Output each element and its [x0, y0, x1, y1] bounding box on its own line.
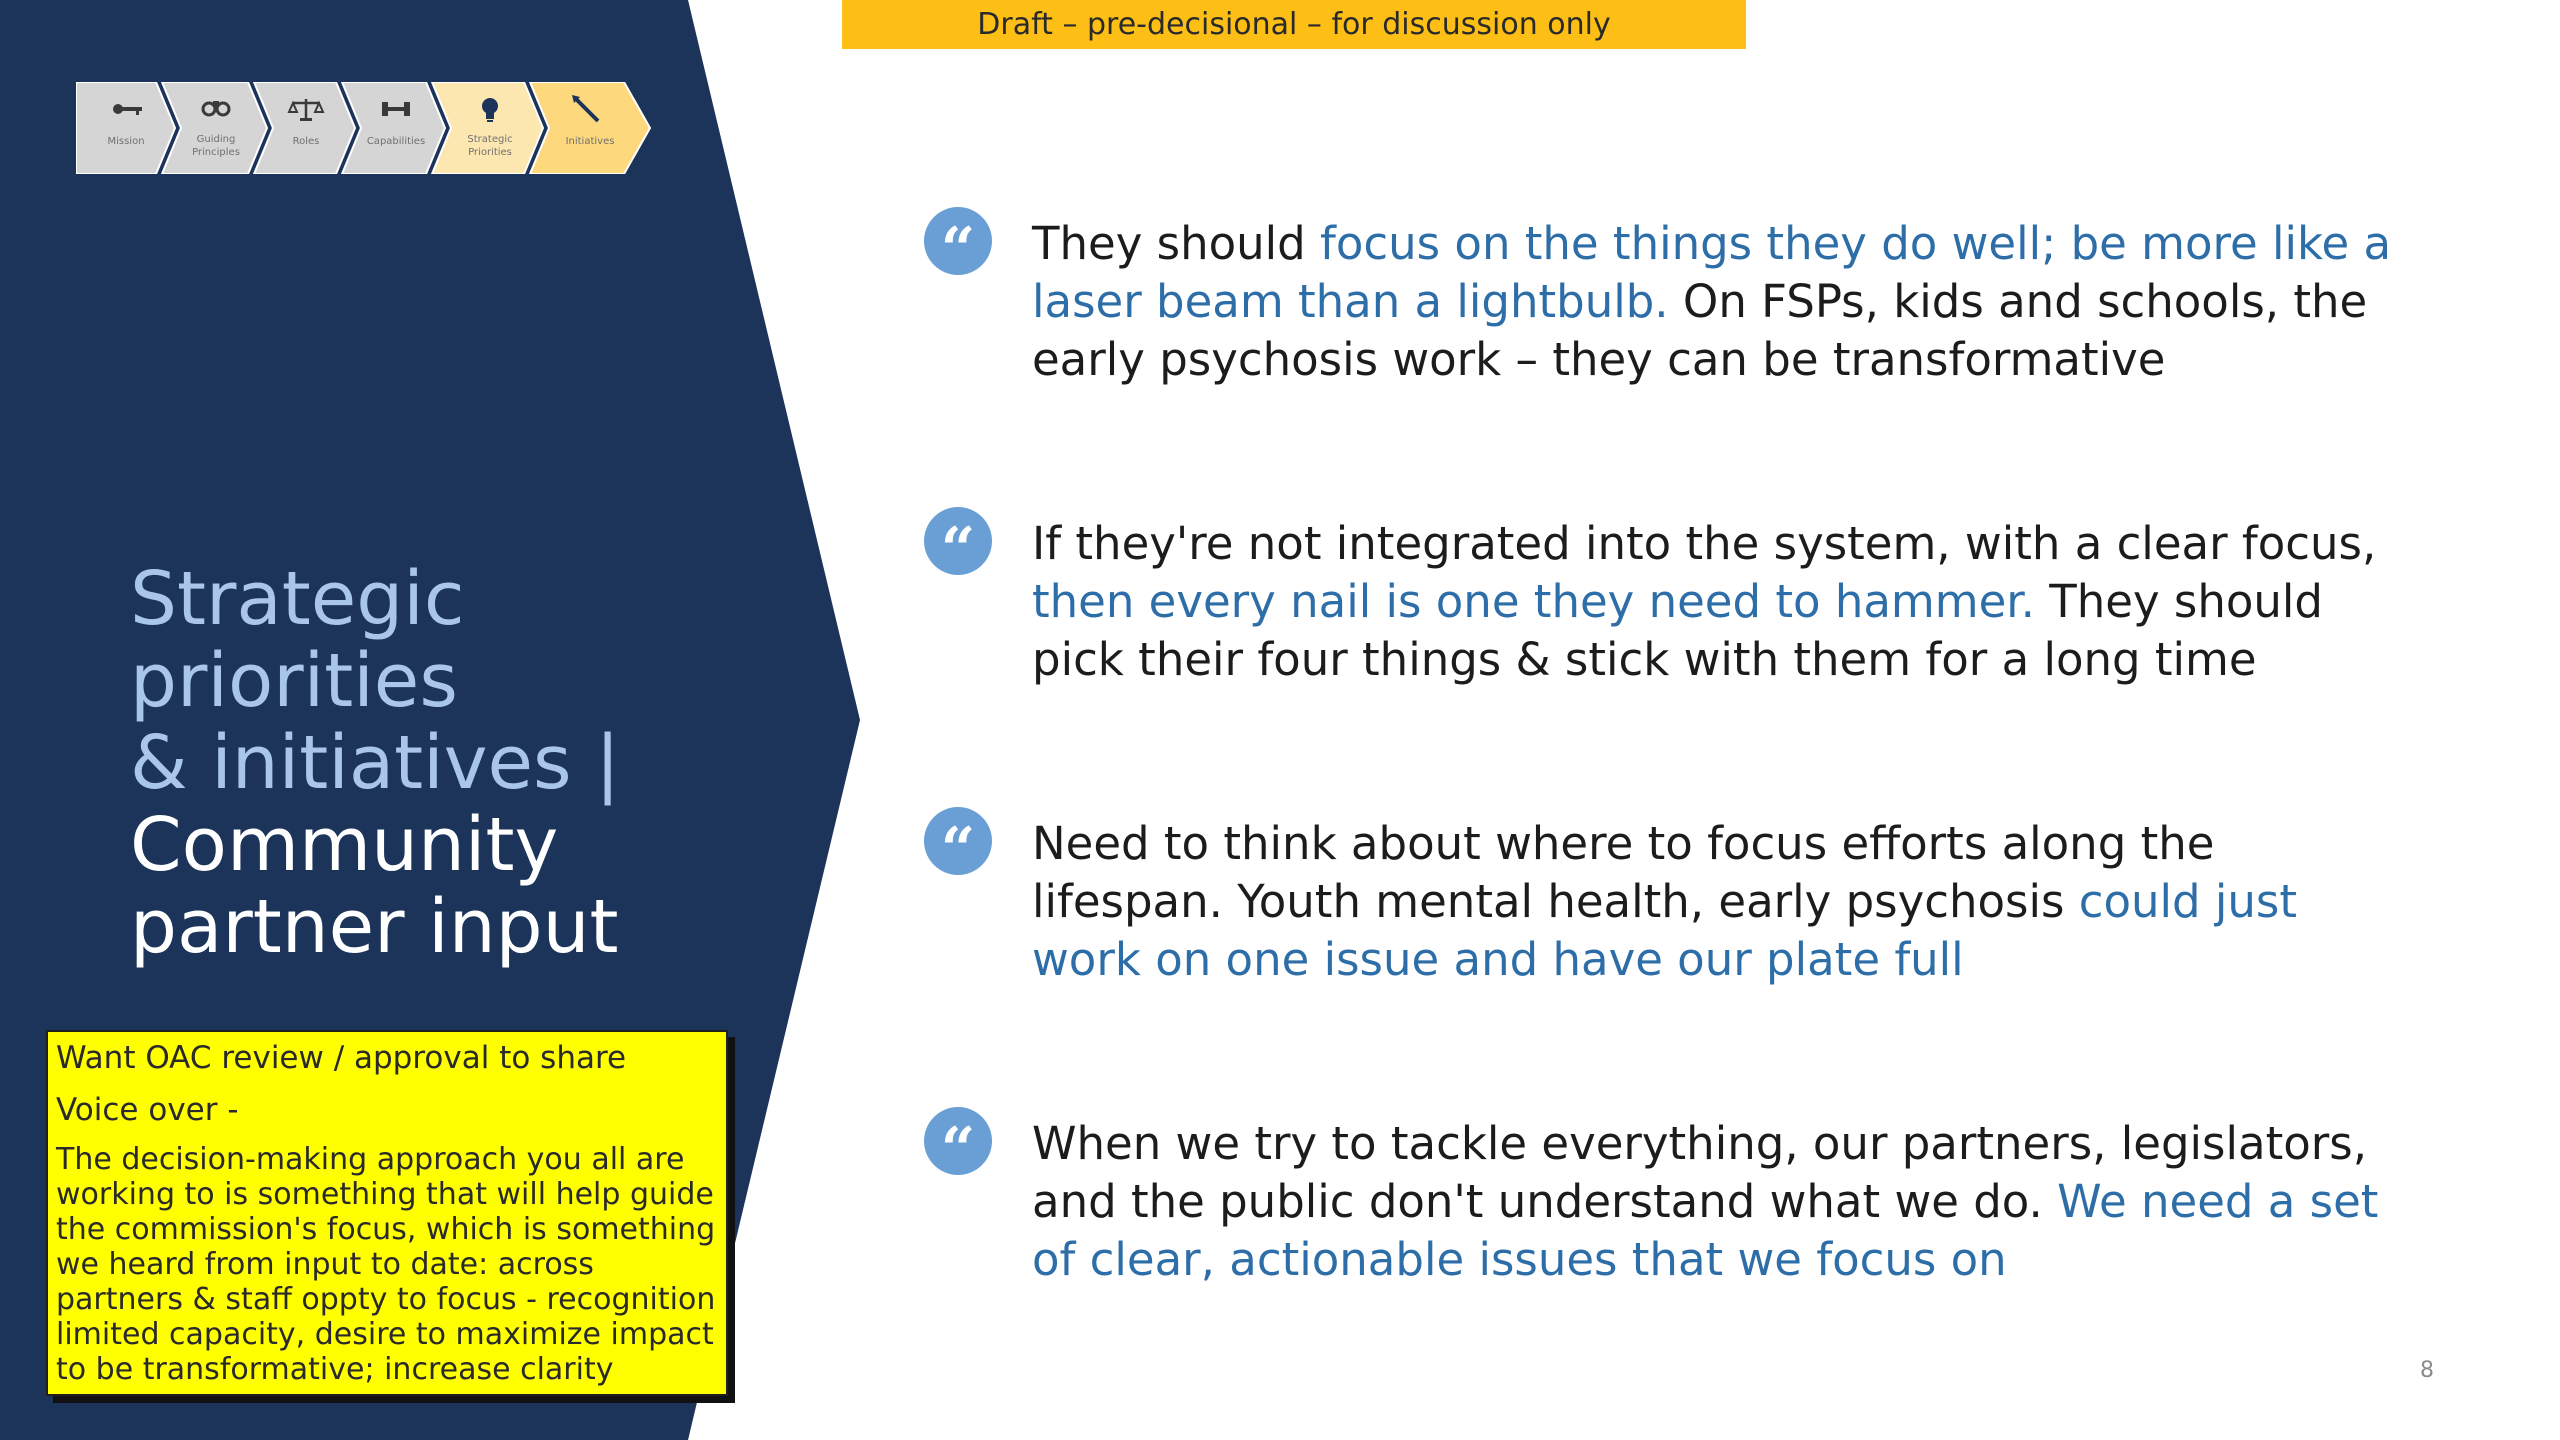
quote-icon: “: [924, 507, 992, 575]
quote-text-4: When we try to tackle everything, our partners, legislators, and the public don't understand what we do. We need a set of clear, actionable issues that we focus on: [1032, 1117, 2379, 1286]
page-number: 8: [2420, 1358, 2434, 1383]
quote-icon: “: [924, 207, 992, 275]
title-line-4: partner input: [130, 884, 619, 970]
process-chevrons: [76, 82, 656, 174]
chevron-label-roles: Roles: [292, 136, 320, 147]
quote-emphasis-2: then every nail is one they need to hammer.: [1032, 575, 2035, 628]
quote-text-1: They should focus on the things they do well; be more like a laser beam than a lightbulb. On FSPs, kids and schools, the early psychosis work – they can be transformative: [1032, 217, 2392, 386]
quote-emphasis-1: focus on the things they do well; be more like a laser beam than a lightbulb.: [1032, 217, 2392, 328]
quote-text-3: Need to think about where to focus efforts along the lifespan. Youth mental health, early psychosis could just work on one issue and have our plate full: [1032, 817, 2298, 986]
title-line-1: Strategic priorities: [130, 556, 465, 724]
quote-emphasis-4: We need a set of clear, actionable issues that we focus on: [1032, 1175, 2379, 1286]
quote-emphasis-3: could just work on one issue and have our plate full: [1032, 875, 2298, 986]
note-voice-over-line: Voice over -: [56, 1092, 239, 1128]
quote-icon: “: [924, 1107, 992, 1175]
title-line-3: Community: [130, 802, 559, 888]
chevron-step-guiding-principles: [162, 82, 267, 174]
chevron-step-initiatives: [530, 82, 650, 174]
chevron-step-mission: [76, 82, 175, 174]
chevron-label-strategic-priorities: Strategic Priorities: [467, 134, 513, 158]
page-title: [130, 558, 780, 968]
chevron-label-capabilities: Capabilities: [366, 136, 426, 147]
note-body: The decision-making approach you all are working to is something that will help guide the commission's focus, which is something we heard from input to date: across partners & staff oppty to focus - recognition limited capacity, desire to maximize impact to be transformative; increase clarity: [56, 1142, 716, 1387]
note-review-line: Want OAC review / approval to share: [56, 1040, 627, 1076]
quote-text-2: If they're not integrated into the system, with a clear focus, then every nail is one they need to hammer. They should pick their four things & stick with them for a long time: [1032, 517, 2377, 686]
chevron-step-strategic-priorities: [432, 82, 543, 174]
title-line-2: & initiatives |: [130, 720, 621, 806]
draft-banner: Draft – pre-decisional – for discussion only: [842, 0, 1746, 49]
review-sticky-note: [46, 1030, 728, 1396]
chevron-label-initiatives: Initiatives: [565, 136, 615, 147]
quote-icon: “: [924, 807, 992, 875]
chevron-step-capabilities: [342, 82, 445, 174]
chevron-label-mission: Mission: [107, 136, 145, 147]
chevron-label-guiding-principles: Guiding Principles: [192, 134, 240, 158]
chevron-step-roles: [254, 82, 355, 174]
